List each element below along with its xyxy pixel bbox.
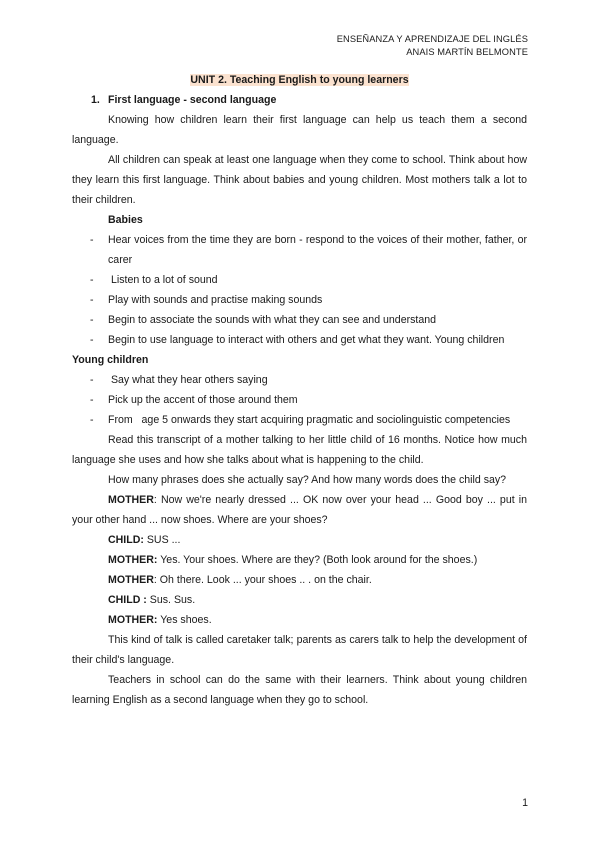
paragraph: This kind of talk is called caretaker talk; parents as carers talk to help the development of their child's language.	[72, 634, 527, 666]
dialogue-line	[72, 530, 527, 550]
page-number: 1	[522, 797, 528, 809]
young-children-list	[72, 370, 527, 430]
dialogue-speaker: MOTHER	[108, 574, 154, 586]
unit-title-text: UNIT 2. Teaching English to young learners	[190, 74, 409, 86]
dialogue-text: Yes shoes.	[160, 614, 212, 626]
paragraph: Teachers in school can do the same with their learners. Think about young children learning English as a second language when they go to school.	[72, 674, 527, 706]
dialogue-speaker: MOTHER:	[108, 554, 158, 566]
dialogue-line: MOTHER: Oh there. Look ... your shoes .. . on the chair.	[108, 574, 372, 586]
unit-title	[72, 70, 527, 90]
dialogue-line	[72, 550, 527, 570]
babies-heading: Babies	[108, 214, 143, 226]
dialogue-text: Now we're nearly dressed ... OK now over your head ... Good boy ... put in your other hand ... now shoes. Where are your shoes?	[72, 494, 527, 526]
paragraph: Knowing how children learn their first language can help us teach them a second language.	[72, 114, 527, 146]
paragraph: All children can speak at least one language when they come to school. Think about how they learn this first language. Think about babies and young children. Most mothers talk a lot to their children.	[72, 154, 527, 206]
list-item: - Begin to associate the sounds with what they can see and understand	[90, 314, 437, 326]
paragraph: Read this transcript of a mother talking to her little child of 16 months. Notice how much language she uses and how she talks about what is happening to the child.	[72, 434, 527, 466]
list-item: - Say what they hear others saying	[90, 374, 268, 386]
list-item: - Listen to a lot of sound	[90, 274, 218, 286]
dialogue-line: MOTHER: Now we're nearly dressed ... OK now over your head ... Good boy ... put in your other hand ... now shoes. Where are your shoes?	[72, 494, 527, 526]
dialogue-speaker: MOTHER:	[108, 614, 158, 626]
dialogue-speaker: MOTHER	[108, 494, 154, 506]
dialogue-text: Oh there. Look ... your shoes .. . on the chair.	[159, 574, 372, 586]
section-heading	[72, 90, 527, 110]
list-item: - Pick up the accent of those around them	[90, 394, 298, 406]
list-item: - Begin to use language to interact with others and get what they want. Young children	[90, 334, 505, 346]
paragraph: How many phrases does she actually say? And how many words does the child say?	[108, 474, 507, 486]
dialogue-text: Sus. Sus.	[149, 594, 196, 606]
section-title: First language - second language	[108, 94, 277, 106]
dialogue-speaker: CHILD:	[108, 534, 144, 546]
section-number: 1.	[91, 94, 100, 106]
dialogue-line	[72, 610, 527, 630]
babies-list	[72, 230, 527, 350]
dialogue-speaker: CHILD :	[108, 594, 147, 606]
dialogue-text: Yes. Your shoes. Where are they? (Both look around for the shoes.)	[160, 554, 478, 566]
header-course: ENSEÑANZA Y APRENDIZAJE DEL INGLÉS	[336, 34, 528, 44]
page-body	[72, 70, 527, 710]
list-item: - Play with sounds and practise making sounds	[90, 294, 323, 306]
list-item: - Hear voices from the time they are born - respond to the voices of their mother, father, or carer	[90, 234, 527, 266]
header-author: ANAIS MARTÍN BELMONTE	[406, 47, 528, 57]
dialogue-line	[72, 590, 527, 610]
dialogue-text: SUS ...	[146, 534, 181, 546]
page-header	[337, 33, 528, 59]
young-children-heading: Young children	[72, 354, 149, 366]
list-item: - From age 5 onwards they start acquiring pragmatic and sociolinguistic competencies	[90, 414, 511, 426]
